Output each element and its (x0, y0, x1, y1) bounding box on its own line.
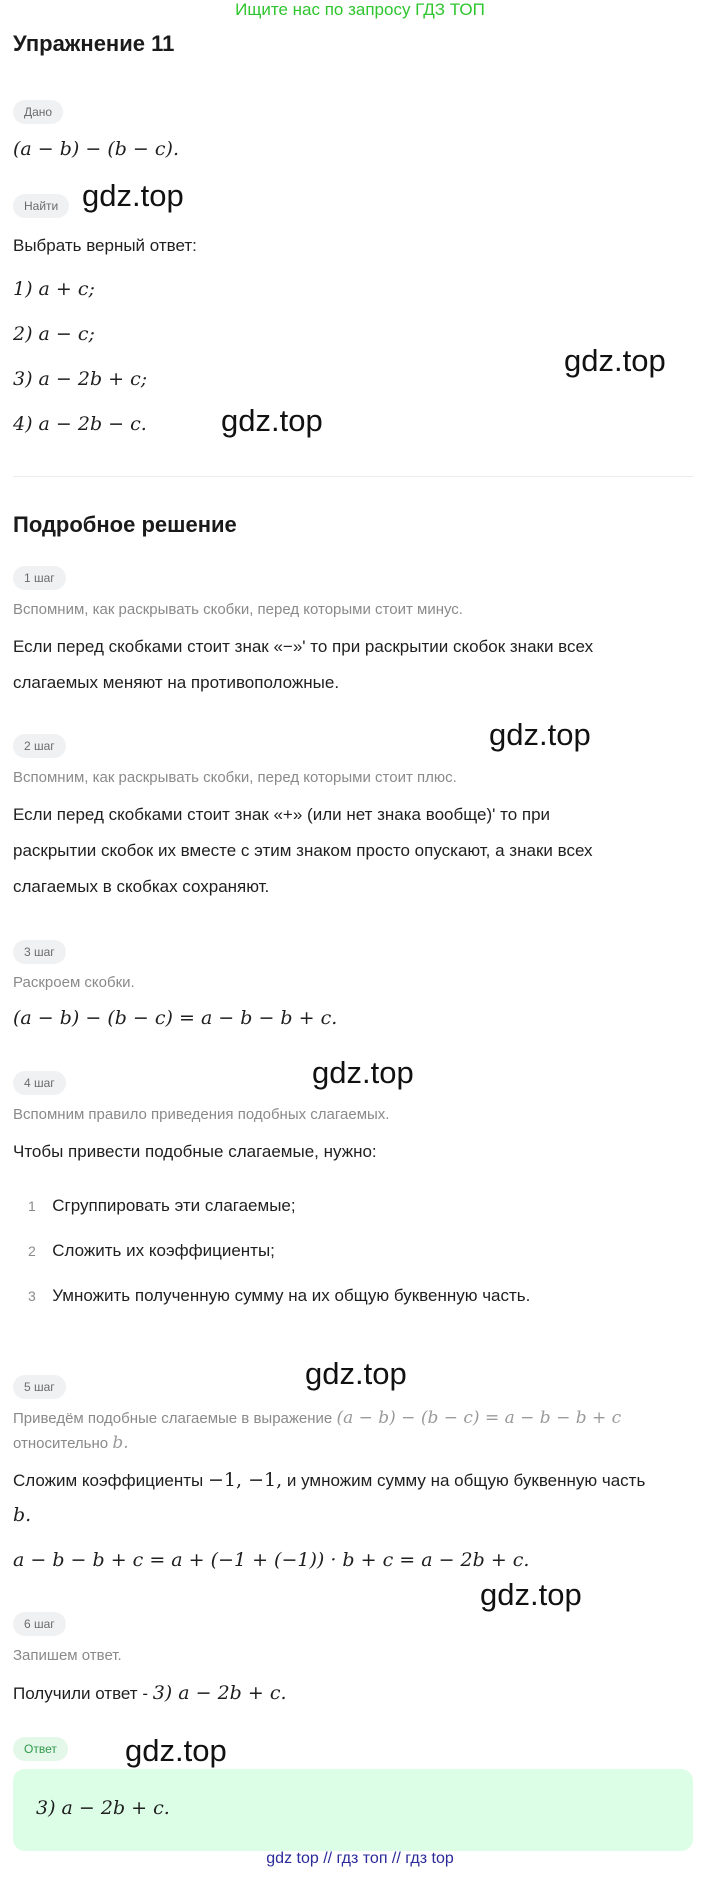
list-item-number: 3 (28, 1288, 36, 1304)
step-3-label: 3 шаг (13, 940, 66, 964)
step-5-coefficients: −1, −1, (207, 1469, 283, 1491)
step-2-hint: Вспомним, как раскрывать скобки, перед которыми стоит плюс. (13, 769, 457, 786)
step-5-hint-line-2 (13, 1433, 129, 1453)
list-item (28, 1196, 296, 1216)
step-5-hint-text-2: относительно (13, 1435, 109, 1452)
list-item (28, 1286, 530, 1306)
watermark: gdz.top (564, 343, 666, 378)
option-2: 2) a − c; (13, 323, 95, 345)
step-5-line-1-end: и умножим сумму на общую буквенную часть (286, 1471, 646, 1490)
step-5-hint-expression: (a − b) − (b − c) = a − b − b + c (336, 1408, 622, 1428)
step-2-line-1: Если перед скобками стоит знак «+» (или нет знака вообще)' то при (13, 805, 551, 824)
list-item (28, 1241, 275, 1261)
watermark: gdz.top (82, 178, 184, 213)
step-6-hint: Запишем ответ. (13, 1647, 122, 1664)
step-3-hint: Раскроем скобки. (13, 974, 135, 991)
step-6-label: 6 шаг (13, 1612, 66, 1636)
answer-box (13, 1769, 693, 1851)
watermark: gdz.top (489, 717, 591, 752)
watermark: gdz.top (312, 1055, 414, 1090)
given-expression: (a − b) − (b − c). (13, 138, 179, 160)
step-1-line-1: Если перед скобками стоит знак «−»' то при раскрытии скобок знаки всех (13, 637, 594, 656)
find-text: Выбрать верный ответ: (13, 236, 197, 255)
page-title: Упражнение 11 (13, 31, 175, 56)
step-5-hint-text: Приведём подобные слагаемые в выражение (13, 1410, 333, 1427)
list-item-text: Умножить полученную сумму на их общую буквенную часть. (52, 1286, 531, 1305)
top-banner[interactable]: Ищите нас по запросу ГДЗ ТОП (235, 0, 485, 19)
step-1-line-2: слагаемых меняют на противоположные. (13, 673, 340, 692)
list-item-number: 2 (28, 1243, 36, 1259)
watermark: gdz.top (305, 1356, 407, 1391)
step-4-text: Чтобы привести подобные слагаемые, нужно: (13, 1142, 377, 1161)
option-3: 3) a − 2b + c; (13, 368, 148, 390)
step-5-line-1-start: Сложим коэффициенты (13, 1471, 204, 1490)
step-2-line-3: слагаемых в скобках сохраняют. (13, 877, 270, 896)
section-divider (13, 476, 693, 477)
step-2-line-2: раскрытии скобок их вместе с этим знаком просто опускают, а знаки всех (13, 841, 593, 860)
given-label: Дано (13, 100, 63, 124)
answer-value: 3) a − 2b + c. (36, 1797, 170, 1819)
watermark: gdz.top (221, 403, 323, 438)
option-4: 4) a − 2b − c. (13, 413, 147, 435)
step-3-expression: (a − b) − (b − c) = a − b − b + c. (13, 1007, 338, 1029)
footer-links[interactable]: gdz top // гдз топ // гдз top (266, 1850, 454, 1867)
step-5-hint-variable: b. (112, 1433, 129, 1453)
step-6-line (13, 1682, 287, 1704)
solution-title: Подробное решение (13, 512, 237, 537)
step-5-label: 5 шаг (13, 1375, 66, 1399)
step-2-label: 2 шаг (13, 734, 66, 758)
step-1-label: 1 шаг (13, 566, 66, 590)
step-4-hint: Вспомним правило приведения подобных слагаемых. (13, 1106, 390, 1123)
step-5-hint (13, 1408, 621, 1428)
step-5-line-2: b. (13, 1504, 32, 1526)
step-1-hint: Вспомним, как раскрывать скобки, перед которыми стоит минус. (13, 601, 463, 618)
step-5-expression: a − b − b + c = a + (−1 + (−1)) · b + c = a − 2b + c. (13, 1549, 530, 1571)
list-item-number: 1 (28, 1198, 36, 1214)
answer-label: Ответ (13, 1737, 68, 1761)
step-4-label: 4 шаг (13, 1071, 66, 1095)
step-6-text: Получили ответ - (13, 1684, 148, 1703)
list-item-text: Сгруппировать эти слагаемые; (52, 1196, 296, 1215)
step-6-math: 3) a − 2b + c. (152, 1682, 287, 1704)
find-label: Найти (13, 194, 69, 218)
list-item-text: Сложить их коэффициенты; (52, 1241, 275, 1260)
step-5-line-1 (13, 1469, 645, 1491)
option-1: 1) a + c; (13, 278, 95, 300)
watermark: gdz.top (125, 1733, 227, 1768)
watermark: gdz.top (480, 1577, 582, 1612)
